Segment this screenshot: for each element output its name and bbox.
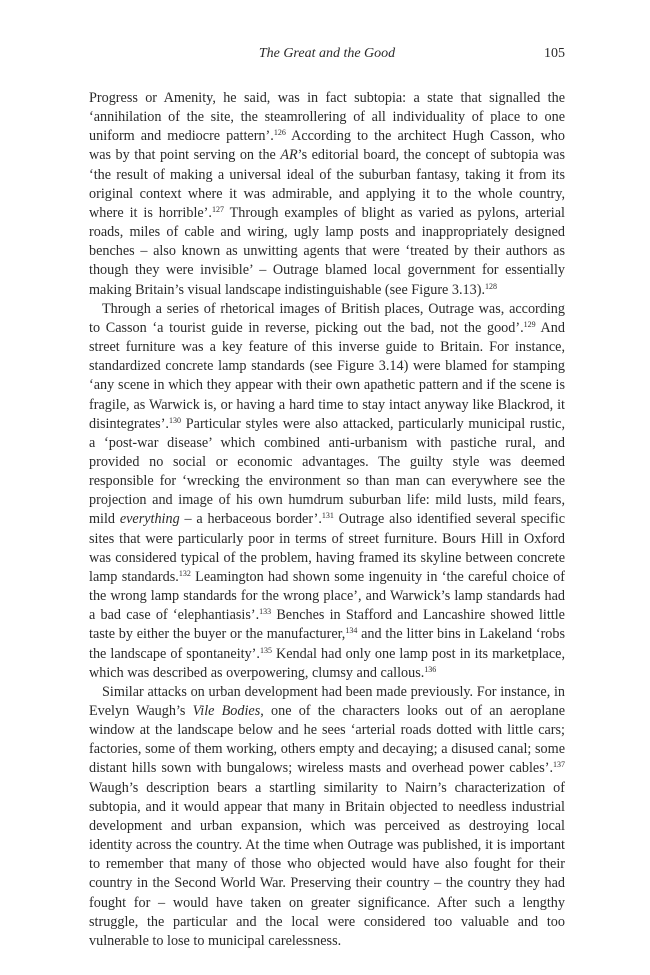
footnote-marker: 137	[553, 760, 565, 770]
paragraph	[89, 89, 565, 300]
footnote-marker: 131	[321, 511, 334, 521]
text-run: Through examples of blight as varied as pylons, arterial roads, miles of cable and wiring, ugly lamp posts and inappropriately designed benches – also known as unwitting agents that were ‘treated by their authors as though they were invisible’ – Outrage blamed local government for essentially making Britain’s visual landscape indistinguishable (see Figure 3.13).	[89, 204, 565, 298]
text-run: and the litter bins in Lakeland ‘robs the landscape of spontaneity’.	[89, 626, 566, 662]
text-run: And street furniture was a key feature of this inverse guide to Britain. For instance, standardized concrete lamp standards (see Figure 3.14) were blamed for stamping ‘any scene in which they appear with their own apathetic pattern and if the scene is fragile, as Warwick is, or having a hard time to stay intact anyway like Blackrod, it disintegrates’.	[89, 319, 565, 432]
footnote-marker: 127	[211, 204, 224, 214]
running-title: The Great and the Good	[258, 46, 396, 61]
paragraph	[89, 683, 565, 951]
paragraph	[89, 300, 565, 683]
footnote-marker: 126	[273, 128, 286, 138]
text-run: Waugh’s description bears a startling similarity to Nairn’s characterization of subtopia, and it would appear that many in Britain objected to needless industrial development and urban expansion, which was perceived as destroying local identity across the country. At the time when Outrage was published, it is important to remember that many of those who objected would have also fought for their country in the Second World War. Preserving their country – the country they had fought for – would have taken on greater significance. After such a lengthy struggle, the particular and the local were considered too valuable and too vulnerable to lose to municipal carelessness.	[89, 779, 565, 949]
text-run: Through a series of rhetorical images of British places, Outrage was, according to Casson ‘a tourist guide in reverse, picking out the bad, not the good’.	[89, 300, 565, 336]
text-run: – a herbaceous border’.	[179, 511, 322, 528]
footnote-marker: 130	[168, 415, 181, 425]
italic-text: Vile Bodies	[192, 703, 261, 719]
text-run: Leamington had shown some ingenuity in ‘the careful choice of the wrong lamp standards for the wrong place’, and Warwick’s lamp standards had a bad case of ‘elephantiasis’.	[89, 568, 565, 624]
footnote-marker: 133	[259, 607, 272, 617]
text-run: Kendal had only one lamp post in its marketplace, which was described as overpowering, clumsy and callous.	[89, 645, 565, 681]
footnote-marker: 129	[523, 319, 536, 329]
page-number: 105	[544, 46, 565, 61]
text-run: Progress or Amenity, he said, was in fact subtopia: a state that signalled the ‘annihilation of the site, the steamrollering of all individuality of place to one uniform and mediocre pattern’.	[89, 90, 565, 145]
text-run: Particular styles were also attacked, particularly municipal rustic, a ‘post-war disease’ which combined anti-urbanism with pastiche rural, and provided no social or economic advantages. The guilty style was deemed responsible for ‘wrecking the environment so than man can everywhere see the projection and image of his own humdrum suburban life: mild lusts, mild fears, mild	[89, 415, 565, 528]
footnote-marker: 128	[485, 281, 497, 291]
body-text	[89, 89, 565, 951]
text-run: Benches in Stafford and Lancashire showed little taste by either the buyer or the manufacturer,	[89, 607, 565, 643]
footnote-marker: 136	[424, 664, 437, 674]
text-run: , one of the characters looks out of an aeroplane window at the landscape below and he sees ‘arterial roads dotted with little cars; factories, some of them working, others empty and decaying; a disused canal; some distant hills sown with bungalows; wireless masts and overhead power cables’.	[89, 703, 565, 777]
text-run: ’s editorial board, the concept of subtopia was ‘the result of making a universal ideal of the suburban fantasy, taking it from its original context where it was admirable, and applying it to the whole country, where it is horrible’.	[89, 147, 565, 221]
text-run: Outrage also identified several specific sites that were particularly poor in terms of street furniture. Bours Hill in Oxford was considered typical of the problem, having framed its skyline between concrete lamp standards.	[89, 511, 566, 585]
footnote-marker: 134	[345, 626, 358, 636]
italic-text: everything	[119, 511, 180, 528]
text-run: Similar attacks on urban development had been made previously. For instance, in Evelyn Waugh’s	[89, 683, 565, 719]
text-run: According to the architect Hugh Casson, who was by that point serving on the	[89, 128, 566, 164]
footnote-marker: 135	[259, 645, 272, 655]
italic-text: AR	[280, 147, 298, 164]
footnote-marker: 132	[178, 568, 191, 578]
